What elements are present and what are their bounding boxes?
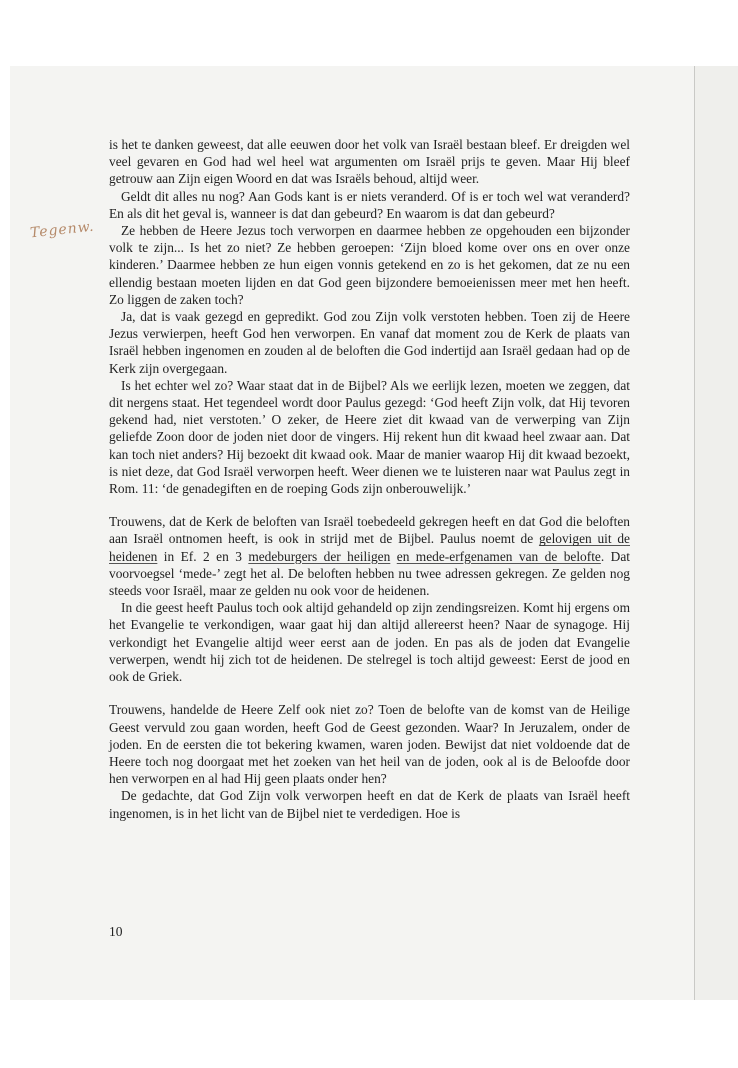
paragraph-1: is het te danken geweest, dat alle eeuwen door het volk van Israël bestaan bleef. Er dreigden wel veel gevaren en God had wel heel wat argumenten om Israël prijs te geven. Maar Hij bleef getrouw aan Zijn eigen Woord en dat was Israëls behoud, altijd weer. [109,137,630,187]
paragraph-8: Trouwens, handelde de Heere Zelf ook niet zo? Toen de belofte van de komst van de Heilige Geest vervuld zou gaan worden, heeft God de Geest gezonden. Waar? In Jeruzalem, onder de joden. En de eersten die tot bekering kwamen, waren joden. Bewijst dat niet voldoende dat de Heere toch nog doorgaat met het zoeken van het heil van de joden, ook al is de Beloofde door hen verworpen en al had Hij geen plaats onder hen? [109,702,630,787]
page-number: 10 [109,924,123,939]
paragraph-5: Is het echter wel zo? Waar staat dat in de Bijbel? Als we eerlijk lezen, moeten we zeggen, dat dit nergens staat. Het tegendeel wordt door Paulus gezegd: ‘God heeft Zijn volk, dat Hij tevoren gekend had, niet verstoten.’ O zeker, de Heere ziet dit kwaad van de verwerping van Zijn geliefde Zoon door de joden niet door de vingers. Hij rekent hun dit kwaad heel zwaar aan. Dat kan toch niet anders? Hij bezoekt dit kwaad ook. Maar de manier waarop Hij dit kwaad bezoekt, is niet deze, dat God Israël verworpen heeft. Weer dienen we te luisteren naar wat Paulus zegt in Rom. 11: ‘de genadegiften en de roeping Gods zijn onberouwelijk.’ [109,377,630,497]
paragraph-7: In die geest heeft Paulus toch ook altijd gehandeld op zijn zendingsreizen. Komt hij ergens om het Evangelie te verkondigen, waar gaat hij dan altijd allereerst heen? Naar de synagoge. Hij verkondigt het Evangelie altijd weer eerst aan de joden. En pas als de joden dat Evangelie verwerpen, wendt hij zich tot de heidenen. De stelregel is toch altijd geweest: Eerst de jood en ook de Griek. [109,600,630,685]
underlined-phrase-medeburgers: medeburgers der heiligen [248,548,391,564]
paragraph-4: Ja, dat is vaak gezegd en gepredikt. God zou Zijn volk verstoten hebben. Toen zij de Heere Jezus verwierpen, heeft God hen verworpen. En vanaf dat moment zou de Kerk de plaats van Israël hebben ingenomen en zouden al de beloften die God indertijd aan Israël gedaan had op de Kerk zijn overgegaan. [109,309,630,376]
paragraph-6-text-a: Trouwens, dat de Kerk de beloften van Israël toebedeeld gekregen heeft en dat God die beloften aan Israël ontnomen heeft, is ook in strijd met de Bijbel. Paulus noemt de [109,514,630,547]
paragraph-9: De gedachte, dat God Zijn volk verworpen heeft en dat de Kerk de plaats van Israël heeft ingenomen, is in het licht van de Bijbel niet te verdedigen. Hoe is [109,788,630,821]
underlined-phrase-gelovigen: gelovigen uit de heidenen [109,531,630,564]
handwritten-margin-note: Tegenw. [29,218,96,242]
underlined-phrase-mede-erfgenamen: en mede-erfgenamen van de belofte [396,548,601,564]
paragraph-2: Geldt dit alles nu nog? Aan Gods kant is er niets veranderd. Of is er toch wel wat veranderd? En als dit het geval is, wanneer is dat dan gebeurd? En waarom is dat dan gebeurd? [109,188,630,221]
paragraph-6-text-b: in Ef. 2 en 3 [157,548,249,564]
page-fold-line [694,66,695,1000]
paragraph-6-text-d: . Dat voorvoegsel ‘mede-’ zegt het al. De beloften hebben nu twee adressen gekregen. Ze gelden nog steeds voor Israël, maar ze gelden nu ook voor de heidenen. [109,548,630,599]
page-fold-shade [695,66,738,1000]
paragraph-3: Ze hebben de Heere Jezus toch verworpen en daarmee hebben ze opgehouden een bijzonder volk te zijn... Is het zo niet? Ze hebben geroepen: ‘Zijn bloed kome over ons en over onze kinderen.’ Daarmee hebben ze hun eigen vonnis getekend en zo is het gekomen, dat ze nu een ellendig bestaan moeten lijden en dat God geen bijzondere bemoeienissen meer met hen heeft. Zo liggen de zaken toch? [109,223,630,307]
paragraph-6 [109,513,630,599]
book-page-body [109,136,630,822]
